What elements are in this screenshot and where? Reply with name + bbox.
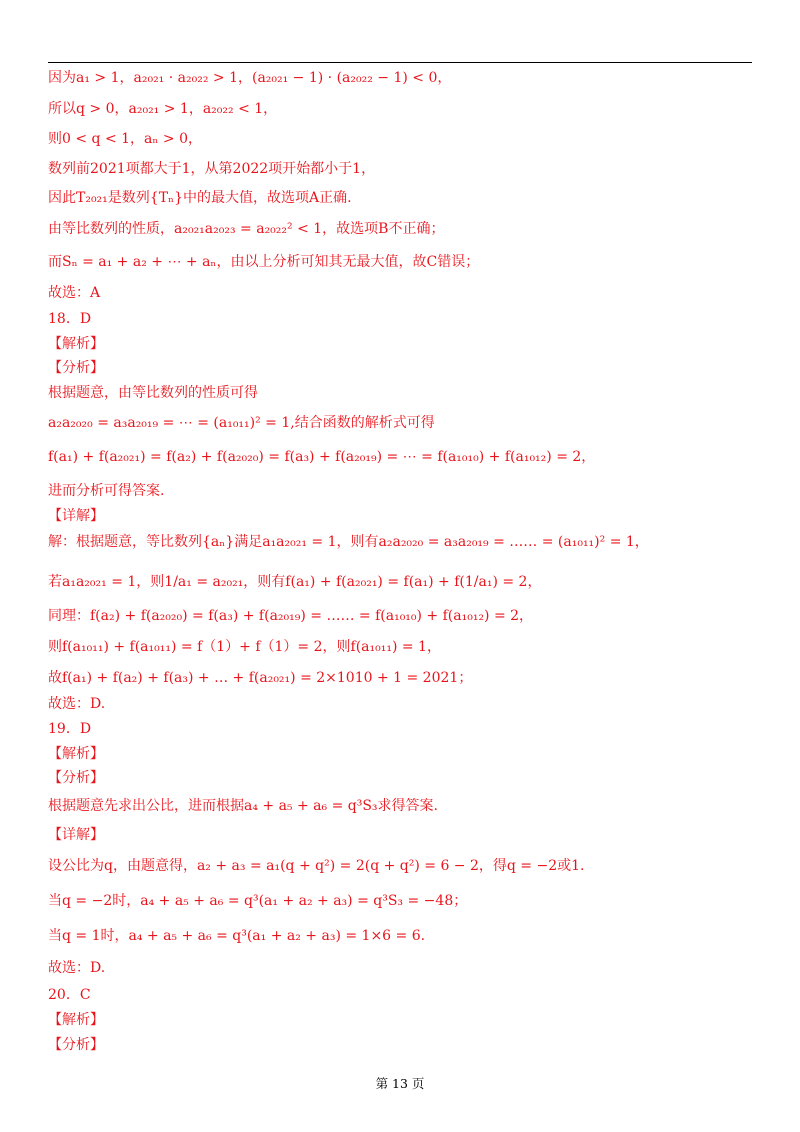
question-number: 20．C — [48, 987, 91, 1003]
text-line: 故f(a₁) + f(a₂) + f(a₃) + … + f(a₂₀₂₁) = 2×1010 + 1 = 2021； — [48, 670, 473, 686]
section-label: 【详解】 — [48, 827, 104, 843]
text-line: 则f(a₁₀₁₁) + f(a₁₀₁₁) = f（1）+ f（1）= 2，则f(a₁₀₁₁) = 1， — [48, 639, 441, 655]
section-label: 【分析】 — [48, 1037, 104, 1053]
header-rule — [48, 62, 752, 63]
page-number: 第 13 页 — [375, 1076, 425, 1091]
text-line: 而Sₙ = a₁ + a₂ + ⋯ + aₙ，由以上分析可知其无最大值，故C错误； — [48, 254, 480, 270]
text-line: 当q = 1时，a₄ + a₅ + a₆ = q³(a₁ + a₂ + a₃) = 1×6 = 6. — [48, 928, 426, 944]
question-number: 18．D — [48, 311, 92, 327]
text-line: 因此T₂₀₂₁是数列{Tₙ}中的最大值，故选项A正确. — [48, 190, 352, 206]
text-line: 设公比为q，由题意得，a₂ + a₃ = a₁(q + q²) = 2(q + q²) = 6 − 2，得q = −2或1. — [48, 858, 585, 874]
text-line: 则0 < q < 1，aₙ > 0， — [48, 131, 202, 147]
text-line: 所以q > 0，a₂₀₂₁ > 1，a₂₀₂₂ < 1， — [48, 101, 278, 117]
text-line: 解：根据题意，等比数列{aₙ}满足a₁a₂₀₂₁ = 1，则有a₂a₂₀₂₀ = a₃a₂₀₁₉ = …… = (a₁₀₁₁)² = 1， — [48, 534, 649, 550]
text-line: 同理：f(a₂) + f(a₂₀₂₀) = f(a₃) + f(a₂₀₁₉) = …… = f(a₁₀₁₀) + f(a₁₀₁₂) = 2， — [48, 608, 534, 624]
text-line: 根据题意，由等比数列的性质可得 — [48, 385, 258, 401]
section-label: 【分析】 — [48, 770, 104, 786]
text-line: 由等比数列的性质，a₂₀₂₁a₂₀₂₃ = a₂₀₂₂² < 1，故选项B不正确； — [48, 221, 445, 237]
text-line: 进而分析可得答案. — [48, 483, 165, 499]
text-line: f(a₁) + f(a₂₀₂₁) = f(a₂) + f(a₂₀₂₀) = f(a₃) + f(a₂₀₁₉) = ⋯ = f(a₁₀₁₀) + f(a₁₀₁₂) = 2， — [48, 449, 596, 465]
section-label: 【分析】 — [48, 360, 104, 376]
text-line: 故选：D. — [48, 696, 106, 712]
text-line: 当q = −2时，a₄ + a₅ + a₆ = q³(a₁ + a₂ + a₃) = q³S₃ = −48； — [48, 893, 468, 909]
text-line: 根据题意先求出公比，进而根据a₄ + a₅ + a₆ = q³S₃求得答案. — [48, 798, 438, 814]
text-line: 若a₁a₂₀₂₁ = 1，则1/a₁ = a₂₀₂₁，则有f(a₁) + f(a₂₀₂₁) = f(a₁) + f(1/a₁) = 2， — [48, 574, 542, 590]
text-line: a₂a₂₀₂₀ = a₃a₂₀₁₉ = ⋯ = (a₁₀₁₁)² = 1,结合函数的解析式可得 — [48, 415, 435, 431]
section-label: 【解析】 — [48, 746, 104, 762]
text-line: 数列前2021项都大于1，从第2022项开始都小于1， — [48, 161, 376, 177]
text-line: 故选：A — [48, 285, 101, 301]
section-label: 【详解】 — [48, 508, 104, 524]
section-label: 【解析】 — [48, 1012, 104, 1028]
question-number: 19．D — [48, 721, 92, 737]
text-line: 因为a₁ > 1，a₂₀₂₁ · a₂₀₂₂ > 1，(a₂₀₂₁ − 1) · (a₂₀₂₂ − 1) < 0， — [48, 70, 452, 86]
text-line: 故选：D. — [48, 960, 106, 976]
section-label: 【解析】 — [48, 336, 104, 352]
